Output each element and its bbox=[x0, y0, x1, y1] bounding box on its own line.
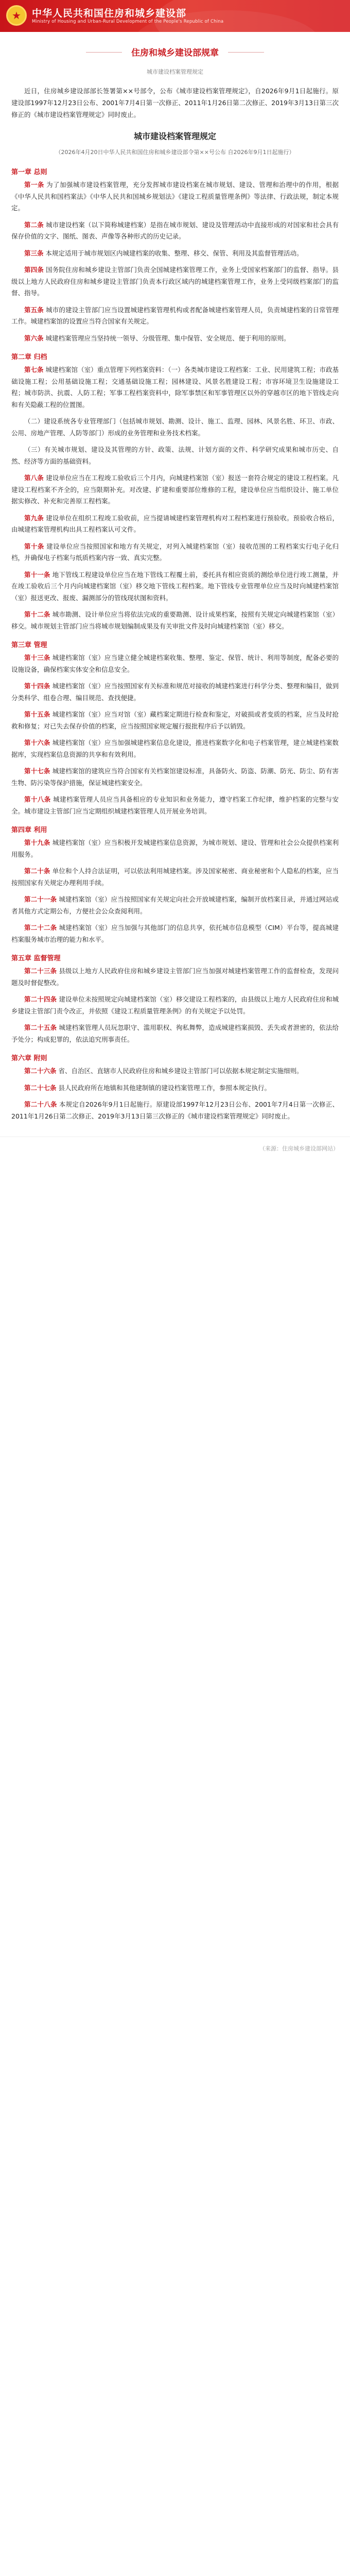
article-text: 单位和个人持合法证明，可以依法利用城建档案。涉及国家秘密、商业秘密和个人隐私的档案，应当按照国家有关规定办理利用手续。 bbox=[11, 867, 339, 887]
article-text: 城建档案馆（室）应当加强城建档案信息化建设，推进档案数字化和电子档案管理，建立城建档案数据库，实现档案信息资源的共享和有效利用。 bbox=[11, 739, 339, 758]
article-number: 第十三条 bbox=[24, 654, 50, 662]
article-text: 建设单位在组织工程竣工验收前，应当提请城建档案管理机构对工程档案进行预验收。预验收合格后，由城建档案管理机构出具工程档案认可文件。 bbox=[11, 514, 339, 533]
article-text: 县人民政府所在地镇和其他建制镇的建设档案管理工作，参照本规定执行。 bbox=[58, 1083, 271, 1092]
article-number: 第二十一条 bbox=[24, 895, 57, 903]
article-text: 城建档案馆（室）应当加强与其他部门的信息共享，依托城市信息模型（CIM）平台等，提高城建档案服务城市治理的能力和水平。 bbox=[11, 924, 339, 943]
article-text: 城建档案管理应当坚持统一领导、分级管理、集中保管、安全规范、便于利用的原则。 bbox=[45, 334, 290, 342]
article-paragraph bbox=[0, 837, 350, 860]
chapter-heading: 第五章 监督管理 bbox=[11, 955, 61, 962]
chapter-heading: 第三章 管理 bbox=[11, 641, 47, 649]
intro-paragraph: 近日，住房城乡建设部部长签署第××号部令，公布《城市建设档案管理规定》，自2026年9月1日起施行。原建设部1997年12月23日公布、2001年7月4日第一次修正、2011年1月26日第二次修正、2019年3月13日第三次修正的《城市建设档案管理规定》同时废止。 bbox=[11, 87, 339, 118]
article-text: 城建档案管理人员应当具备相应的专业知识和业务能力，遵守档案工作纪律，维护档案的完整与安全。城市建设主管部门应当定期组织城建档案管理人员开展业务培训。 bbox=[11, 795, 339, 815]
article-number: 第八条 bbox=[24, 474, 44, 482]
article-text: 城建档案馆（室）应当对馆（室）藏档案定期进行检查和鉴定，对破损或者变质的档案，应当及时抢救和修复；对已失去保存价值的档案，应当按照国家规定履行报批程序后予以销毁。 bbox=[11, 710, 339, 730]
article-number: 第二十七条 bbox=[24, 1083, 57, 1092]
article-paragraph bbox=[0, 264, 350, 299]
article-text: 建设单位应当在工程竣工验收后三个月内，向城建档案馆（室）报送一套符合规定的建设工程档案。凡建设工程档案不齐全的，应当限期补充。对改建、扩建和重要部位维修的工程，建设单位应当组织设计、施工单位据实修改、补充和完善原工程档案。 bbox=[11, 474, 339, 505]
column-header bbox=[0, 32, 350, 62]
regulation-document bbox=[0, 130, 350, 1122]
article-paragraph bbox=[0, 364, 350, 411]
article-number: 第一条 bbox=[24, 181, 44, 189]
article-text: 地下管线工程建设单位应当在地下管线工程覆土前，委托具有相应资质的测绘单位进行竣工测量，并在竣工验收后三个月内向城建档案馆（室）移交地下管线工程档案。地下管线专业管理单位应当及时向城建档案馆（室）报送更改、报废、漏测部分的管线现状图和资料。 bbox=[11, 570, 339, 602]
chapter-heading: 第二章 归档 bbox=[11, 353, 47, 361]
article-text: （二）建设系统各专业管理部门（包括城市规划、勘测、设计、施工、监理、园林、风景名胜、环卫、市政、公用、房地产管理、人防等部门）形成的业务管理和业务技术档案。 bbox=[11, 417, 339, 437]
column-title: 住房和城乡建设部规章 bbox=[122, 45, 228, 58]
article-paragraph bbox=[0, 248, 350, 260]
article-text: （三）有关城市规划、建设及其管理的方针、政策、法规、计划方面的文件、科学研究成果和城市历史、自然、经济等方面的基础资料。 bbox=[11, 446, 339, 465]
national-emblem-icon: ★ bbox=[6, 5, 27, 26]
article-paragraph bbox=[0, 609, 350, 632]
article-paragraph bbox=[0, 652, 350, 675]
article-paragraph bbox=[0, 541, 350, 564]
article-number: 第五条 bbox=[24, 306, 44, 314]
document-meta: （2026年4月20日中华人民共和国住房和城乡建设部令第××号公布 自2026年9月1日起施行） bbox=[55, 149, 295, 156]
article-paragraph bbox=[0, 304, 350, 328]
article-paragraph bbox=[0, 1022, 350, 1045]
article-number: 第十一条 bbox=[24, 570, 50, 579]
article-text: 本规定适用于城市规划区内城建档案的收集、整理、移交、保管、利用及其监督管理活动。 bbox=[45, 249, 303, 257]
article-number: 第十五条 bbox=[24, 710, 50, 718]
article-number: 第二条 bbox=[24, 221, 44, 229]
article-paragraph bbox=[0, 569, 350, 604]
article-number: 第六条 bbox=[24, 334, 44, 342]
document-title: 城市建设档案管理规定 bbox=[133, 131, 216, 141]
site-name-en: Ministry of Housing and Urban-Rural Development of the People's Republic of China bbox=[32, 19, 224, 24]
article-number: 第十二条 bbox=[24, 611, 50, 618]
article-text: 城建档案馆（室）应当建立健全城建档案收集、整理、鉴定、保管、统计、利用等制度，配备必要的设施设备，确保档案实体安全和信息安全。 bbox=[11, 654, 339, 673]
article-text: 省、自治区、直辖市人民政府住房和城乡建设主管部门可以依据本规定制定实施细则。 bbox=[58, 1067, 303, 1075]
article-number: 第二十三条 bbox=[24, 967, 57, 975]
article-paragraph bbox=[0, 922, 350, 945]
column-subtitle: 城市建设档案管理规定 bbox=[147, 69, 203, 75]
article-paragraph bbox=[0, 513, 350, 536]
article-paragraph bbox=[0, 766, 350, 789]
article-paragraph bbox=[0, 894, 350, 917]
article-number: 第二十八条 bbox=[24, 1100, 57, 1108]
article-text: 国务院住房和城乡建设主管部门负责全国城建档案管理工作，业务上受国家档案部门的监督、指导。县级以上地方人民政府住房和城乡建设主管部门负责本行政区域内的城建档案管理工作，业务上受同级档案部门的监督、指导。 bbox=[11, 266, 339, 297]
article-text: 本规定自2026年9月1日起施行。原建设部1997年12月23日公布、2001年7月4日第一次修正、2011年1月26日第二次修正、2019年3月13日第三次修正的《城市建设档案管理规定》同时废止。 bbox=[11, 1100, 339, 1120]
article-number: 第十四条 bbox=[24, 682, 50, 690]
article-number: 第十八条 bbox=[24, 795, 51, 803]
article-number: 第二十五条 bbox=[24, 1024, 57, 1031]
article-text: 城市建设档案（以下简称城建档案）是指在城市规划、建设及管理活动中直接形成的对国家和社会具有保存价值的文字、图纸、图表、声像等各种形式的历史记录。 bbox=[11, 221, 339, 240]
article-text: 城建档案馆（室）应当积极开发城建档案信息资源，为城市规划、建设、管理和社会公众提供档案利用服务。 bbox=[11, 839, 339, 858]
article-text: 为了加强城市建设档案管理，充分发挥城市建设档案在城市规划、建设、管理和治理中的作用，根据《中华人民共和国档案法》《中华人民共和国城乡规划法》《建设工程质量管理条例》等法律、行政法规，制定本规定。 bbox=[11, 181, 339, 212]
article-paragraph bbox=[0, 1065, 350, 1077]
article-text: 城市的建设主管部门应当设置城建档案管理机构或者配备城建档案管理人员，负责城建档案的日常管理工作。城建档案馆的设置应当符合国家有关规定。 bbox=[11, 306, 339, 325]
article-number: 第二十二条 bbox=[24, 924, 57, 931]
source-note: （来源：住房城乡建设部网站） bbox=[259, 1145, 339, 1152]
article-paragraph bbox=[0, 866, 350, 889]
page-footer bbox=[0, 1137, 350, 1163]
article-number: 第三条 bbox=[24, 249, 44, 257]
article-paragraph bbox=[0, 994, 350, 1017]
article-number: 第七条 bbox=[24, 366, 44, 374]
article-number: 第二十四条 bbox=[24, 995, 57, 1003]
article-paragraph bbox=[0, 472, 350, 507]
article-text: 城建档案管理人员玩忽职守、滥用职权、徇私舞弊，造成城建档案损毁、丢失或者泄密的，依法给予处分；构成犯罪的，依法追究刑事责任。 bbox=[11, 1024, 339, 1043]
chapter-heading: 第六章 附则 bbox=[11, 1055, 47, 1062]
chapter-heading: 第一章 总则 bbox=[11, 168, 47, 176]
chapter-heading: 第四章 利用 bbox=[11, 826, 47, 834]
article-paragraph bbox=[0, 179, 350, 214]
article-text: 城建档案馆（室）重点管理下列档案资料：（一）各类城市建设工程档案：工业、民用建筑工程；市政基础设施工程；公用基础设施工程；交通基础设施工程；园林建设、风景名胜建设工程；市容环境卫生设施建设工程；城市防洪、抗震、人防工程；军事工程档案资料中，除军事禁区和军事管理区以外的穿越市区的地下管线走向和有关隐蔽工程的位置图。 bbox=[11, 366, 339, 409]
article-number: 第十七条 bbox=[24, 767, 50, 775]
article-number: 第二十条 bbox=[24, 867, 50, 875]
article-paragraph bbox=[0, 681, 350, 704]
article-text: 建设单位应当按照国家和地方有关规定，对列入城建档案馆（室）接收范围的工程档案实行电子化归档，并确保电子档案与纸质档案内容一致、真实完整。 bbox=[11, 542, 339, 562]
article-paragraph bbox=[0, 219, 350, 243]
article-text: 城建档案馆（室）应当按照国家有关规定向社会开放城建档案，编制开放档案目录，并通过网站或者其他方式定期公布，方便社会公众查阅利用。 bbox=[11, 895, 339, 915]
article-text: 城建档案馆的建筑应当符合国家有关档案馆建设标准，具备防火、防盗、防潮、防光、防尘、防有害生物、防污染等保护措施，保证城建档案安全。 bbox=[11, 767, 339, 787]
article-paragraph bbox=[0, 709, 350, 732]
article-paragraph bbox=[0, 737, 350, 760]
article-number: 第二十六条 bbox=[24, 1067, 57, 1075]
article-paragraph bbox=[0, 1099, 350, 1122]
article-paragraph bbox=[0, 794, 350, 817]
article-text: 建设单位未按照规定向城建档案馆（室）移交建设工程档案的，由县级以上地方人民政府住房和城乡建设主管部门责令改正，并依照《建设工程质量管理条例》的有关规定予以处罚。 bbox=[11, 995, 339, 1015]
article-number: 第十九条 bbox=[24, 839, 50, 846]
article-paragraph bbox=[0, 1082, 350, 1094]
article-number: 第九条 bbox=[24, 514, 44, 522]
article-number: 第十六条 bbox=[24, 739, 50, 747]
site-banner bbox=[0, 0, 350, 32]
article-number: 第四条 bbox=[24, 266, 44, 274]
document-body bbox=[0, 166, 350, 1122]
site-name-cn[interactable]: 中华人民共和国住房和城乡建设部 bbox=[32, 8, 187, 19]
article-paragraph bbox=[0, 965, 350, 989]
article-paragraph bbox=[0, 416, 350, 439]
article-paragraph bbox=[0, 444, 350, 467]
article-number: 第十条 bbox=[24, 542, 44, 550]
article-text: 城建档案馆（室）应当按照国家有关标准和规范对接收的城建档案进行科学分类、整理和编目，做到分类科学、组卷合理、编目规范、查找便捷。 bbox=[11, 682, 339, 702]
article-text: 县级以上地方人民政府住房和城乡建设主管部门应当加强对城建档案管理工作的监督检查，发现问题及时督促整改。 bbox=[11, 967, 339, 987]
article-paragraph bbox=[0, 333, 350, 345]
article-text: 城市勘测、设计单位应当将依法完成的重要勘测、设计成果档案，按照有关规定向城建档案馆（室）移交。城市规划主管部门应当将城市规划编制成果及有关审批文件及时向城建档案馆（室）移交。 bbox=[11, 611, 339, 630]
